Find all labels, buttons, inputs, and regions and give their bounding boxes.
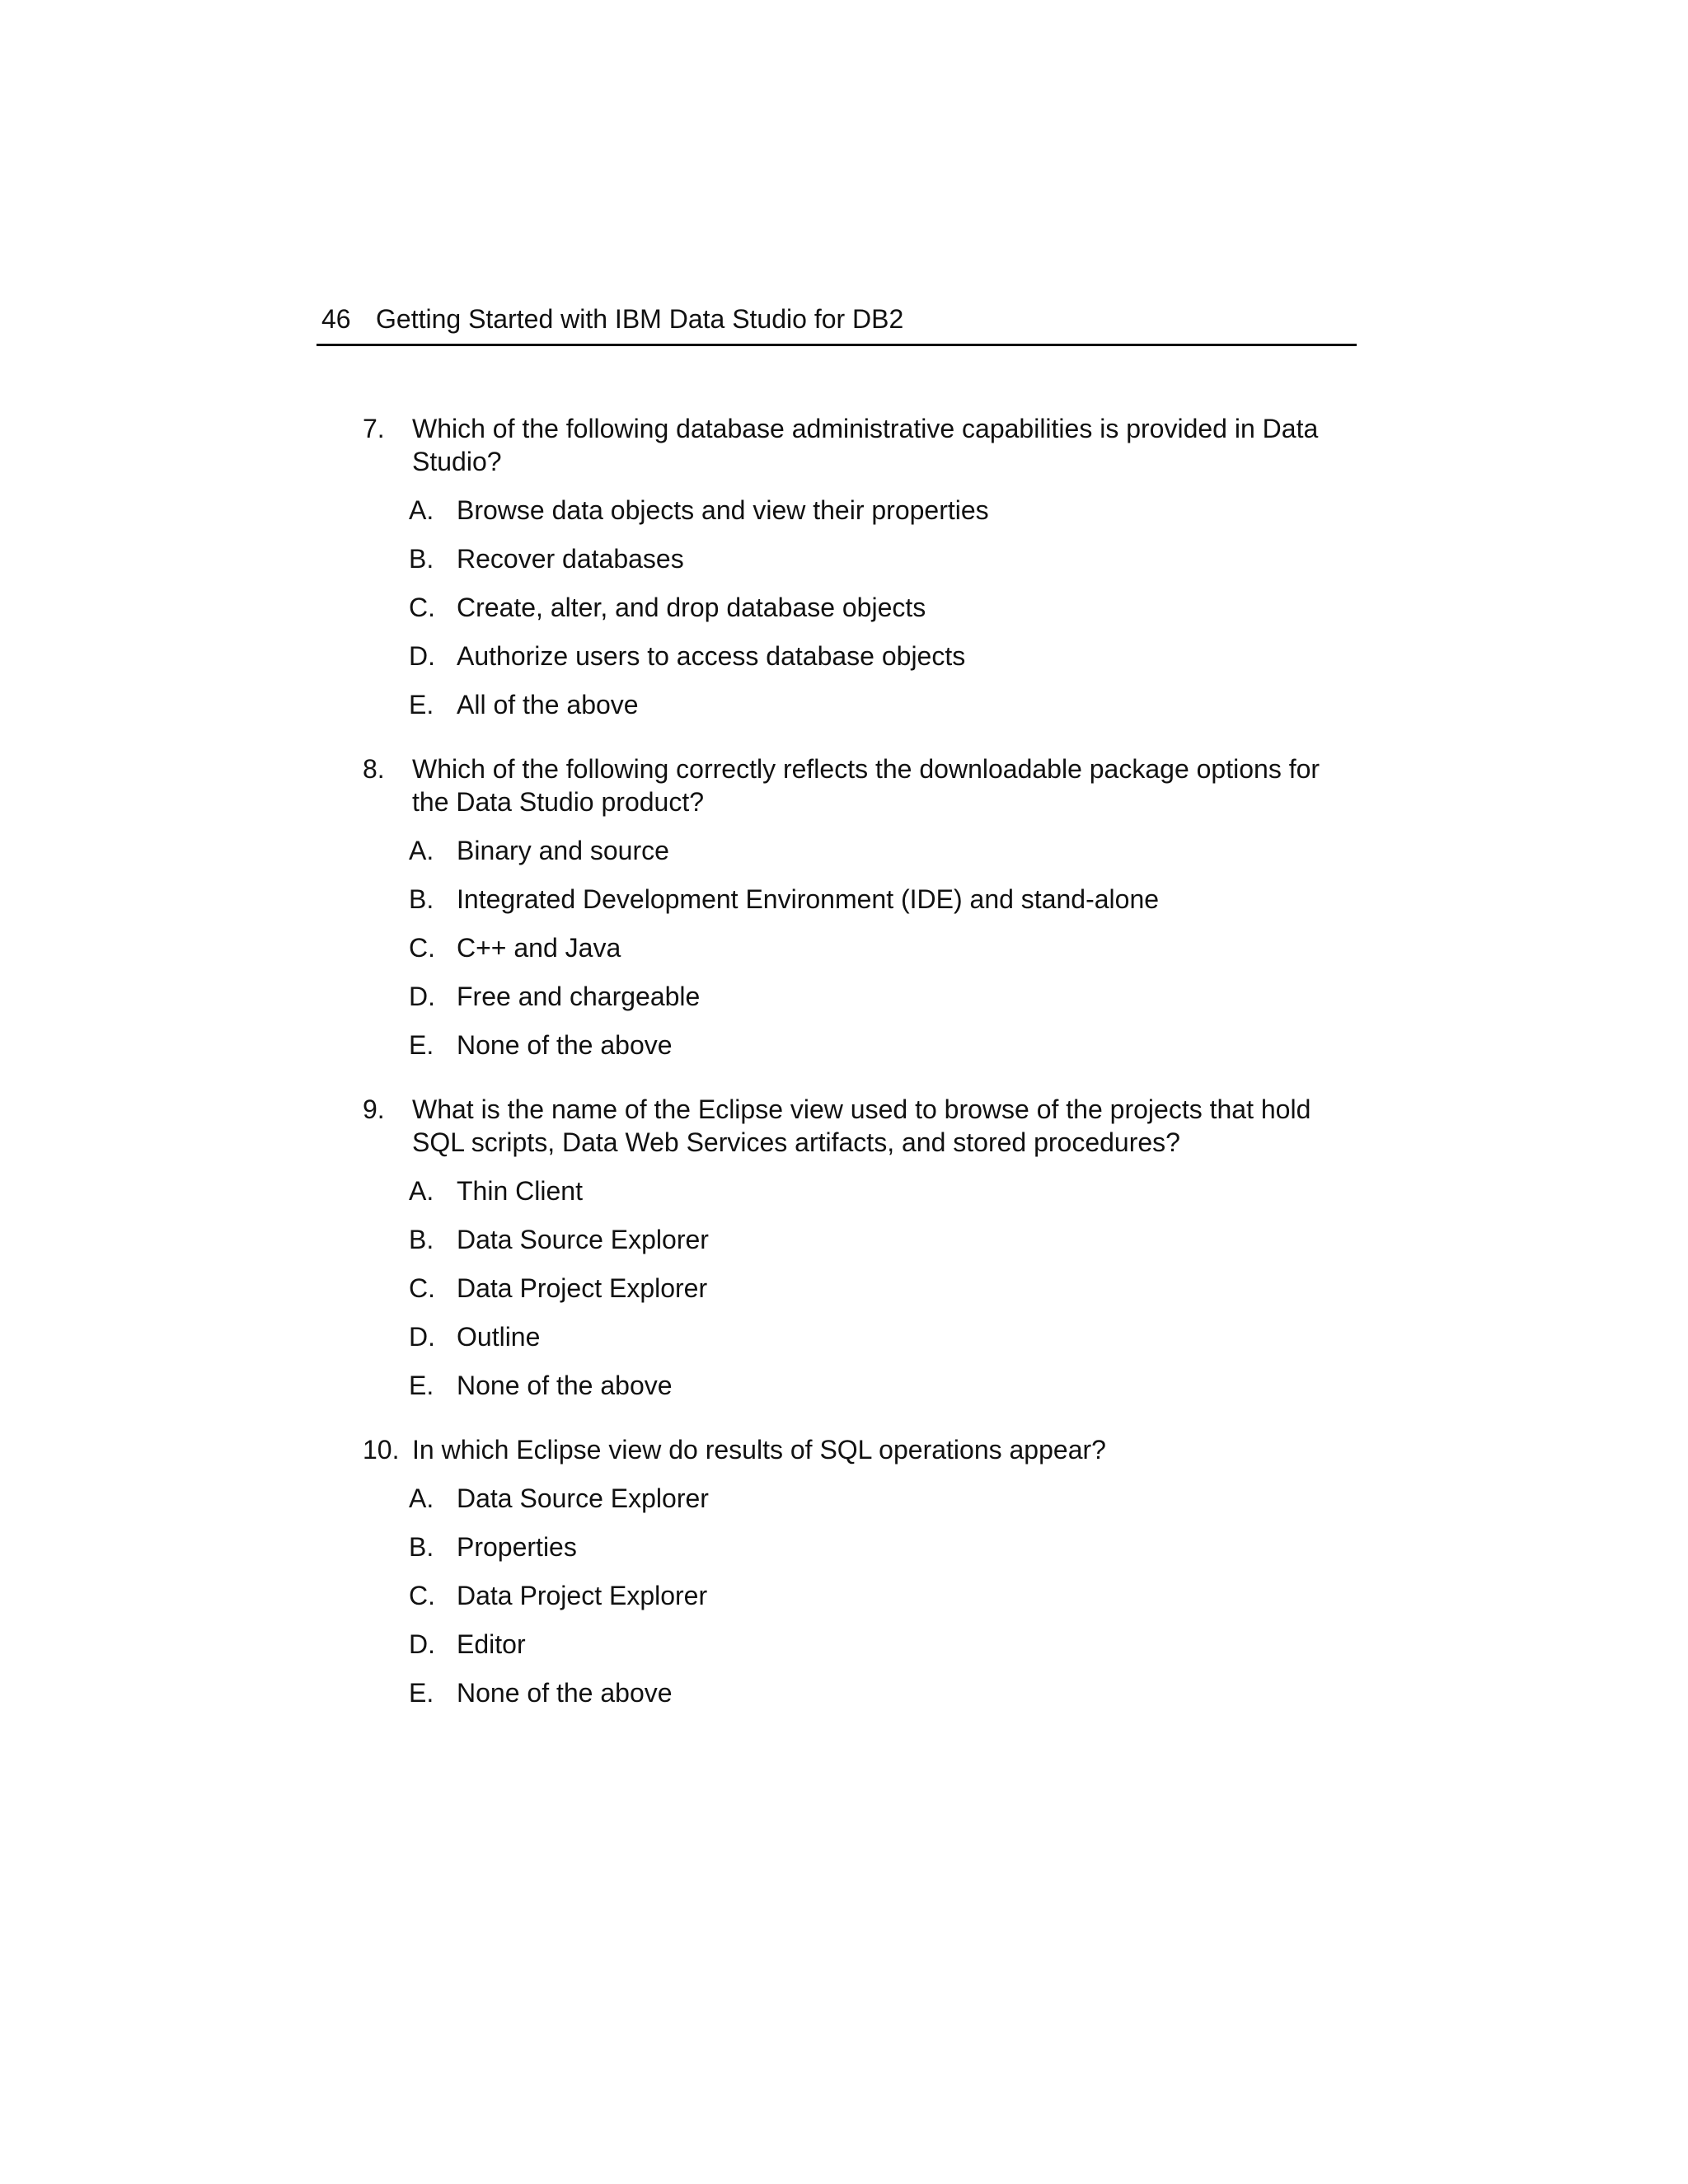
option-letter: C. [409, 1273, 435, 1303]
option-text: Integrated Development Environment (IDE) and stand-alone [457, 884, 1160, 914]
question-number: 8. [363, 754, 385, 784]
option-letter: E. [409, 690, 434, 719]
answer-options [363, 1482, 1360, 1725]
option-letter: B. [409, 544, 434, 574]
answer-option [363, 591, 1360, 640]
answer-options [363, 494, 1360, 737]
option-letter: B. [409, 884, 434, 914]
page-header [316, 297, 1357, 346]
option-text: Thin Client [457, 1176, 583, 1206]
answer-option [363, 1369, 1360, 1418]
answer-option [363, 1482, 1360, 1530]
answer-option [363, 1223, 1360, 1272]
answer-option [363, 1272, 1360, 1320]
option-letter: A. [409, 495, 434, 525]
answer-option [363, 1628, 1360, 1676]
page-number: 46 [321, 304, 351, 334]
question-list [363, 412, 1360, 1741]
answer-option [363, 980, 1360, 1029]
answer-option [363, 1174, 1360, 1223]
option-letter: A. [409, 836, 434, 865]
option-text: C++ and Java [457, 933, 621, 963]
answer-option [363, 1320, 1360, 1369]
answer-option [363, 1579, 1360, 1628]
question-7 [363, 412, 1360, 737]
answer-options [363, 834, 1360, 1077]
option-text: Data Project Explorer [457, 1581, 708, 1610]
option-letter: A. [409, 1176, 434, 1206]
option-text: Properties [457, 1532, 577, 1562]
question-number: 9. [363, 1094, 385, 1124]
question-text: Which of the following correctly reflects the downloadable package options for the Data Studio product? [412, 754, 1320, 817]
option-text: None of the above [457, 1030, 673, 1060]
option-letter: E. [409, 1678, 434, 1708]
option-text: Data Source Explorer [457, 1225, 709, 1254]
answer-options [363, 1174, 1360, 1418]
option-letter: C. [409, 593, 435, 622]
option-letter: B. [409, 1532, 434, 1562]
answer-option [363, 1530, 1360, 1579]
option-text: Editor [457, 1629, 526, 1659]
answer-option [363, 494, 1360, 542]
question-number: 7. [363, 414, 385, 443]
option-text: Data Project Explorer [457, 1273, 708, 1303]
option-text: Binary and source [457, 836, 669, 865]
option-text: All of the above [457, 690, 639, 719]
option-letter: B. [409, 1225, 434, 1254]
option-text: None of the above [457, 1371, 673, 1400]
option-text: Recover databases [457, 544, 684, 574]
option-text: Browse data objects and view their properties [457, 495, 989, 525]
answer-option [363, 931, 1360, 980]
answer-option [363, 1676, 1360, 1725]
answer-option [363, 883, 1360, 931]
option-letter: D. [409, 1629, 435, 1659]
option-letter: C. [409, 933, 435, 963]
answer-option [363, 834, 1360, 883]
option-text: Create, alter, and drop database objects [457, 593, 926, 622]
answer-option [363, 542, 1360, 591]
option-text: Free and chargeable [457, 982, 701, 1011]
answer-option [363, 1029, 1360, 1077]
question-text: In which Eclipse view do results of SQL operations appear? [412, 1435, 1106, 1465]
option-text: Authorize users to access database objects [457, 641, 966, 671]
question-number: 10. [363, 1435, 400, 1465]
option-letter: D. [409, 1322, 435, 1352]
question-text: Which of the following database administrative capabilities is provided in Data Studio? [412, 414, 1319, 476]
answer-option [363, 640, 1360, 688]
question-8 [363, 752, 1360, 1077]
option-letter: E. [409, 1371, 434, 1400]
option-letter: C. [409, 1581, 435, 1610]
option-letter: D. [409, 982, 435, 1011]
option-text: Outline [457, 1322, 541, 1352]
answer-option [363, 688, 1360, 737]
question-10 [363, 1433, 1360, 1725]
question-9 [363, 1093, 1360, 1418]
option-letter: A. [409, 1483, 434, 1513]
option-letter: D. [409, 641, 435, 671]
running-title: Getting Started with IBM Data Studio for DB2 [376, 304, 904, 334]
option-text: Data Source Explorer [457, 1483, 709, 1513]
option-letter: E. [409, 1030, 434, 1060]
option-text: None of the above [457, 1678, 673, 1708]
question-text: What is the name of the Eclipse view used to browse of the projects that hold SQL scripts, Data Web Services artifacts, and stored procedures? [412, 1094, 1311, 1157]
